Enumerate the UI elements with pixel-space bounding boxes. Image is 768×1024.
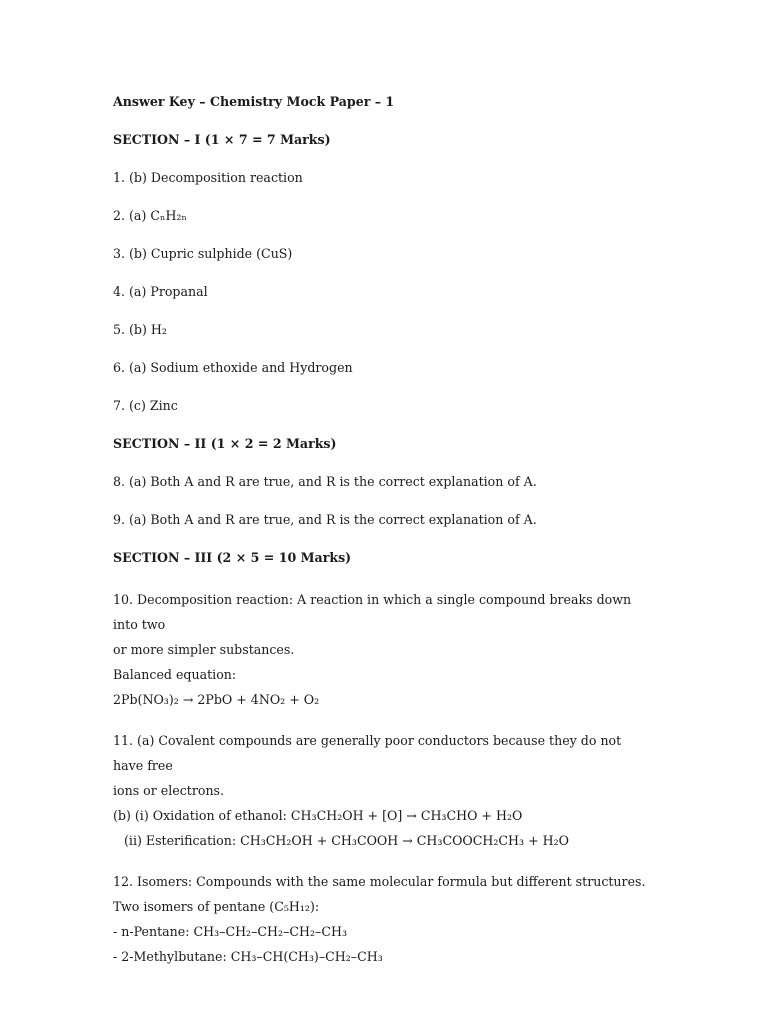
- answer-8: 8. (a) Both A and R are true, and R is the correct explanation of A.: [113, 474, 537, 489]
- answer-2: 2. (a) CₙH₂ₙ: [113, 208, 187, 223]
- answer-11: [113, 728, 653, 853]
- answer-11-line-1: 11. (a) Covalent compounds are generally poor conductors because they do not have free: [113, 733, 622, 773]
- answer-10-line-1: 10. Decomposition reaction: A reaction in which a single compound breaks down into two: [113, 592, 632, 632]
- answer-10-equation: 2Pb(NO₃)₂ → 2PbO + 4NO₂ + O₂: [113, 692, 320, 707]
- answer-key-page: [113, 93, 653, 985]
- answer-11-esterification: (ii) Esterification: CH₃CH₂OH + CH₃COOH → CH₃COOCH₂CH₃ + H₂O: [124, 833, 569, 848]
- answer-12: [113, 869, 653, 969]
- answer-12-line-1: 12. Isomers: Compounds with the same molecular formula but different structures.: [113, 874, 646, 889]
- section-2-heading: SECTION – II (1 × 2 = 2 Marks): [113, 436, 337, 451]
- answer-5: 5. (b) H₂: [113, 322, 167, 337]
- section-1-heading: SECTION – I (1 × 7 = 7 Marks): [113, 132, 331, 147]
- answer-1: 1. (b) Decomposition reaction: [113, 170, 303, 185]
- answer-10-line-3: Balanced equation:: [113, 667, 237, 682]
- section-3-heading: SECTION – III (2 × 5 = 10 Marks): [113, 550, 352, 565]
- answer-4: 4. (a) Propanal: [113, 284, 208, 299]
- answer-7: 7. (c) Zinc: [113, 398, 178, 413]
- answer-10-line-2: or more simpler substances.: [113, 642, 295, 657]
- answer-12-isomer-1: - n-Pentane: CH₃–CH₂–CH₂–CH₂–CH₃: [113, 924, 347, 939]
- answer-10: [113, 587, 653, 712]
- answer-12-line-2: Two isomers of pentane (C₅H₁₂):: [113, 899, 320, 914]
- answer-6: 6. (a) Sodium ethoxide and Hydrogen: [113, 360, 353, 375]
- answer-12-isomer-2: - 2-Methylbutane: CH₃–CH(CH₃)–CH₂–CH₃: [113, 949, 383, 964]
- document-title: Answer Key – Chemistry Mock Paper – 1: [113, 94, 395, 109]
- answer-9: 9. (a) Both A and R are true, and R is the correct explanation of A.: [113, 512, 537, 527]
- answer-3: 3. (b) Cupric sulphide (CuS): [113, 246, 293, 261]
- answer-11-line-2: ions or electrons.: [113, 783, 225, 798]
- answer-11-oxidation: (b) (i) Oxidation of ethanol: CH₃CH₂OH + [O] → CH₃CHO + H₂O: [113, 808, 523, 823]
